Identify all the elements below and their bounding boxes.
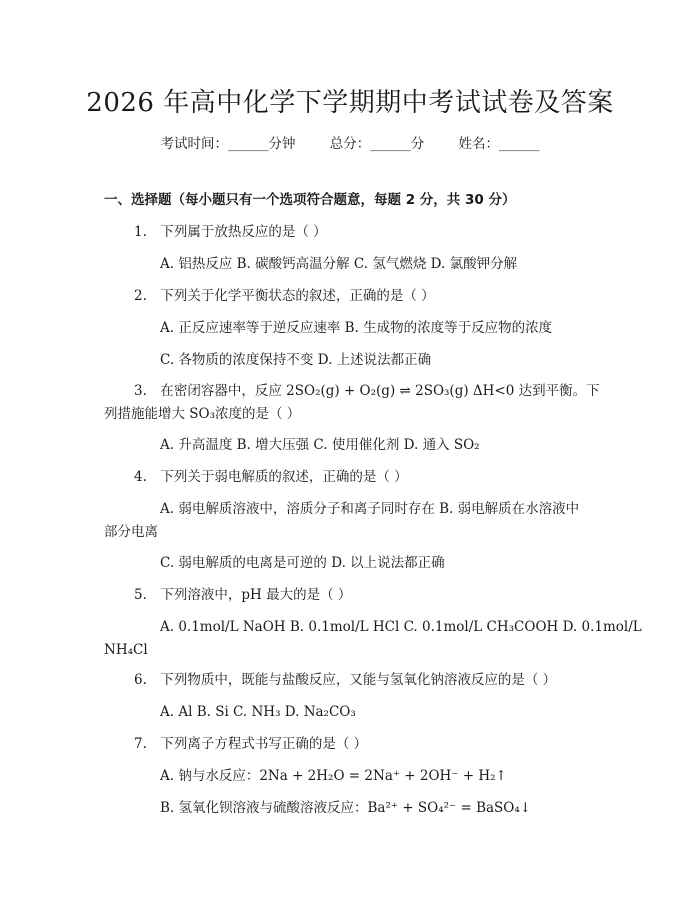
question-7-option-b: B. 氢氧化钡溶液与硫酸溶液反应：Ba²⁺ + SO₄²⁻ = BaSO₄↓ [160,800,532,816]
question-4-options-line-2: 部分电离 [104,524,158,540]
question-3-options: A. 升高温度 B. 增大压强 C. 使用催化剂 D. 通入 SO₂ [160,437,480,453]
question-5-options-line-1: A. 0.1mol/L NaOH B. 0.1mol/L HCl C. 0.1mol/L CH₃COOH D. 0.1mol/L [160,619,642,635]
question-4: 4. 下列关于弱电解质的叙述，正确的是（ ） [134,469,408,485]
page-title: 2026 年高中化学下学期期中考试试卷及答案 [86,88,614,118]
question-4-options-line-1: A. 弱电解质溶液中，溶质分子和离子同时存在 B. 弱电解质在水溶液中 [160,501,580,517]
exam-time: 考试时间：______分钟 [160,136,296,152]
question-5-options-line-2: NH₄Cl [104,642,148,658]
question-7-option-a: A. 钠与水反应：2Na + 2H₂O = 2Na⁺ + 2OH⁻ + H₂↑ [160,768,507,784]
question-1: 1. 下列属于放热反应的是（ ） [134,224,327,240]
question-2: 2. 下列关于化学平衡状态的叙述，正确的是（ ） [134,288,435,304]
student-name: 姓名：______ [458,136,540,152]
question-2-options-a: A. 正反应速率等于逆反应速率 B. 生成物的浓度等于反应物的浓度 [160,320,553,336]
question-4-options-b: C. 弱电解质的电离是可逆的 D. 以上说法都正确 [160,555,445,571]
question-2-options-b: C. 各物质的浓度保持不变 D. 上述说法都正确 [160,352,432,368]
question-6-options: A. Al B. Si C. NH₃ D. Na₂CO₃ [160,704,356,720]
question-3-line-1: 3. 在密闭容器中，反应 2SO₂(g) + O₂(g) ⇌ 2SO₃(g) ΔH<0 达到平衡。下 [134,383,600,399]
question-1-options: A. 铝热反应 B. 碳酸钙高温分解 C. 氢气燃烧 D. 氯酸钾分解 [160,256,518,272]
question-3-line-2: 列措施能增大 SO₃浓度的是（ ） [104,406,301,422]
exam-meta [0,132,700,152]
question-6: 6. 下列物质中，既能与盐酸反应，又能与氢氧化钠溶液反应的是（ ） [134,672,557,688]
question-7: 7. 下列离子方程式书写正确的是（ ） [134,736,368,752]
question-5: 5. 下列溶液中，pH 最大的是（ ） [134,587,352,603]
section-title: 一、选择题（每小题只有一个选项符合题意，每题 2 分，共 30 分） [104,192,516,208]
exam-score: 总分：______分 [329,136,425,152]
